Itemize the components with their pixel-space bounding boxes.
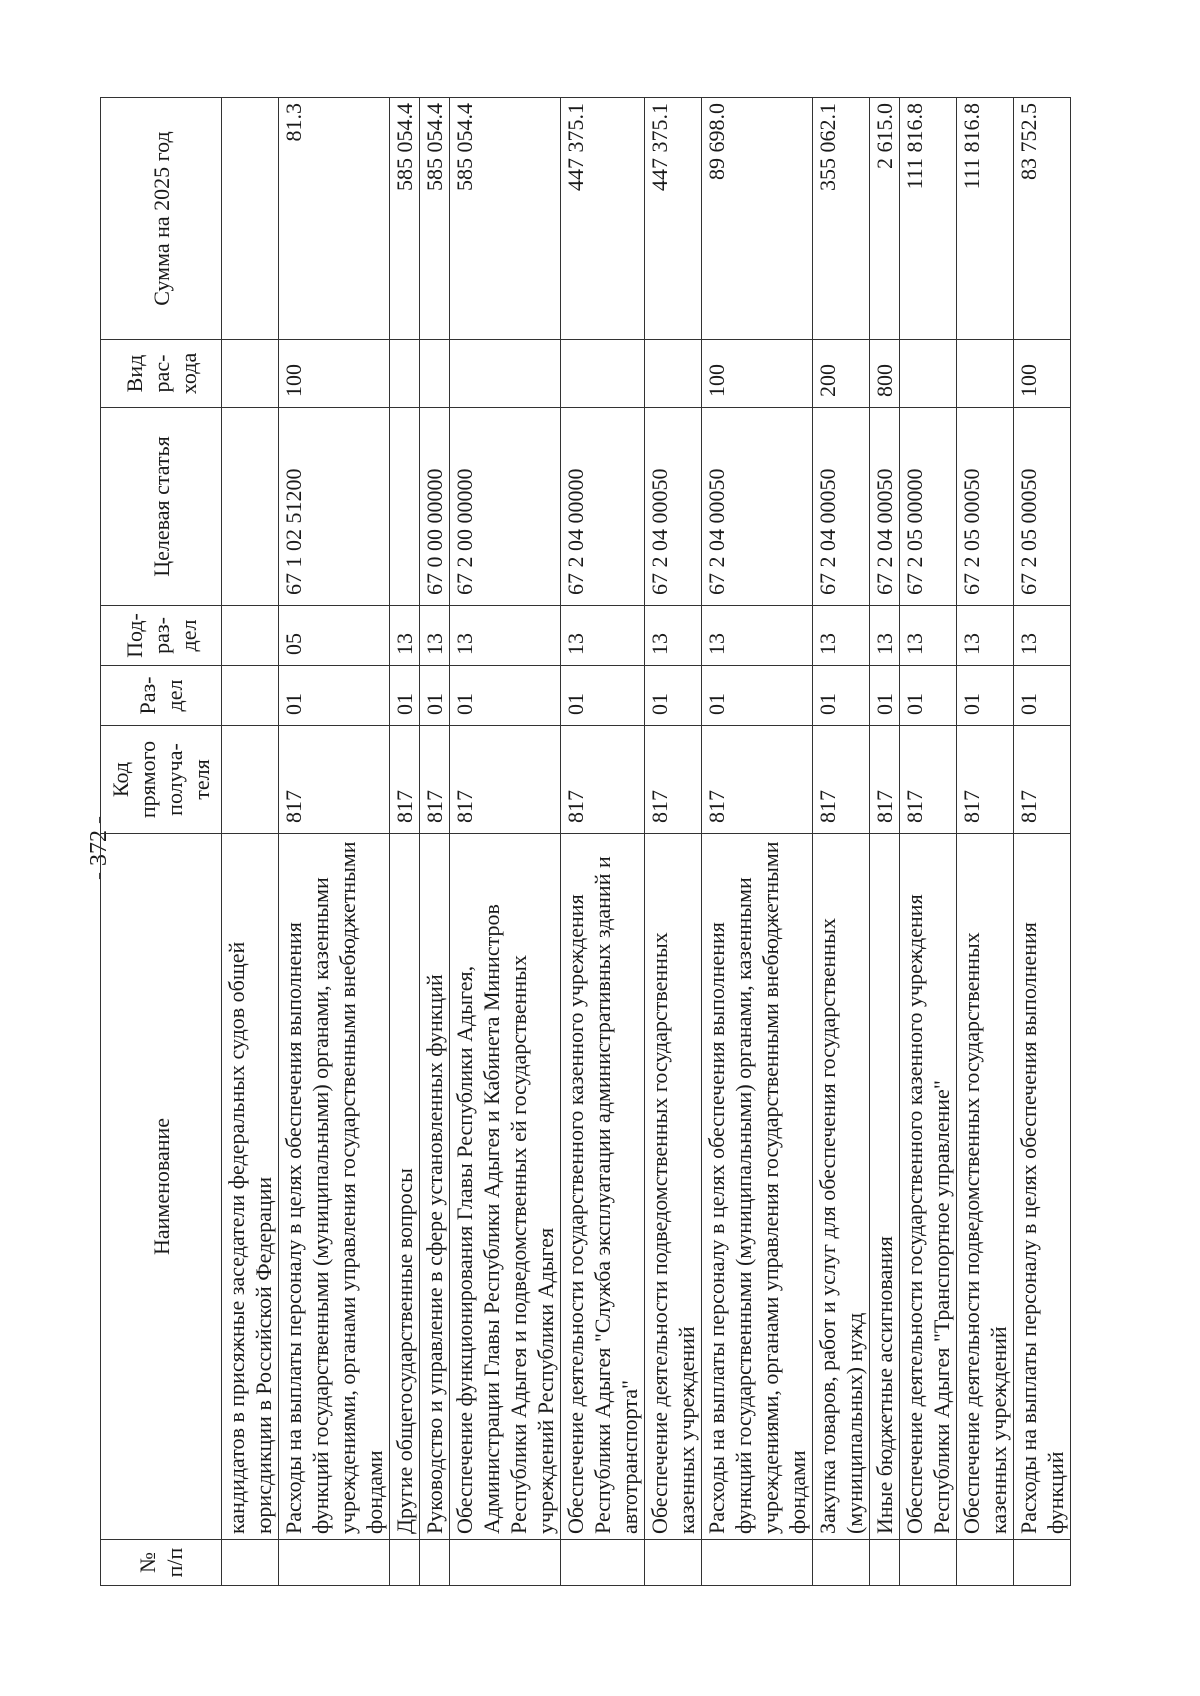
cell-num [222, 1540, 279, 1586]
cell-section: 01 [870, 666, 900, 726]
table-row [957, 98, 1014, 1586]
cell-target: 67 2 00 00000 [450, 408, 561, 606]
cell-expense-type: 100 [1014, 340, 1071, 408]
cell-recipient: 817 [279, 726, 390, 834]
cell-num [450, 1540, 561, 1586]
cell-expense-type: 200 [813, 340, 870, 408]
cell-target [222, 408, 279, 606]
table-header-row [101, 98, 222, 1586]
cell-subsection: 13 [900, 606, 957, 666]
budget-table [100, 97, 1071, 1586]
cell-recipient: 817 [900, 726, 957, 834]
cell-name: Обеспечение деятельности подведомственных государственных казенных учреждений [957, 834, 1014, 1540]
cell-subsection [222, 606, 279, 666]
cell-amount: 585 054.4 [390, 98, 420, 340]
cell-amount: 355 062.1 [813, 98, 870, 340]
cell-num [645, 1540, 702, 1586]
cell-subsection: 13 [561, 606, 645, 666]
cell-num [1014, 1540, 1071, 1586]
cell-amount: 83 752.5 [1014, 98, 1071, 340]
table-row [702, 98, 813, 1586]
cell-name: Закупка товаров, работ и услуг для обеспечения государственных (муниципальных) нужд [813, 834, 870, 1540]
cell-expense-type [222, 340, 279, 408]
cell-expense-type [450, 340, 561, 408]
cell-amount: 89 698.0 [702, 98, 813, 340]
header-target: Целевая статья [101, 408, 222, 606]
table-row [279, 98, 390, 1586]
cell-section: 01 [561, 666, 645, 726]
cell-section: 01 [645, 666, 702, 726]
cell-subsection: 05 [279, 606, 390, 666]
cell-name: Обеспечение деятельности государственного казенного учреждения Республики Адыгея "Транспортное управление" [900, 834, 957, 1540]
table-row [222, 98, 279, 1586]
cell-num [813, 1540, 870, 1586]
cell-recipient: 817 [1014, 726, 1071, 834]
cell-recipient: 817 [813, 726, 870, 834]
table-row [561, 98, 645, 1586]
cell-section: 01 [1014, 666, 1071, 726]
header-expense-type: Вид рас-хода [101, 340, 222, 408]
cell-expense-type [390, 340, 420, 408]
cell-recipient: 817 [957, 726, 1014, 834]
cell-name: Обеспечение функционирования Главы Республики Адыгея, Администрации Главы Республики Адыгея и Кабинета Министров Республики Адыгея и подведомственных ей государственных учреждений Республики Адыгея [450, 834, 561, 1540]
cell-name: Руководство и управление в сфере установленных функций [420, 834, 450, 1540]
cell-num [279, 1540, 390, 1586]
cell-amount: 447 375.1 [645, 98, 702, 340]
cell-name: Обеспечение деятельности государственного казенного учреждения Республики Адыгея "Служба эксплуатации административных зданий и автотранспорта" [561, 834, 645, 1540]
header-num: № п/п [101, 1540, 222, 1586]
cell-subsection: 13 [420, 606, 450, 666]
cell-recipient: 817 [870, 726, 900, 834]
cell-num [420, 1540, 450, 1586]
table-row [900, 98, 957, 1586]
cell-target: 67 2 05 00050 [957, 408, 1014, 606]
cell-target [390, 408, 420, 606]
cell-name: Расходы на выплаты персоналу в целях обеспечения выполнения функций государственными (муниципальными) органами, казенными учреждениями, органами управления государственными внебюджетными фондами [702, 834, 813, 1540]
header-amount: Сумма на 2025 год [101, 98, 222, 340]
cell-section: 01 [390, 666, 420, 726]
cell-expense-type [957, 340, 1014, 408]
cell-target: 67 0 00 00000 [420, 408, 450, 606]
cell-target: 67 2 04 00050 [645, 408, 702, 606]
cell-section: 01 [279, 666, 390, 726]
cell-num [390, 1540, 420, 1586]
cell-num [561, 1540, 645, 1586]
cell-section: 01 [900, 666, 957, 726]
cell-num [870, 1540, 900, 1586]
cell-target: 67 2 04 00050 [813, 408, 870, 606]
table-row [1014, 98, 1071, 1586]
table-row [813, 98, 870, 1586]
cell-subsection: 13 [645, 606, 702, 666]
page-number: - 372 - [86, 816, 112, 880]
cell-recipient: 817 [420, 726, 450, 834]
table-row [420, 98, 450, 1586]
cell-amount: 447 375.1 [561, 98, 645, 340]
cell-section: 01 [702, 666, 813, 726]
cell-recipient: 817 [702, 726, 813, 834]
cell-section: 01 [420, 666, 450, 726]
cell-expense-type: 800 [870, 340, 900, 408]
cell-recipient: 817 [645, 726, 702, 834]
cell-amount: 81.3 [279, 98, 390, 340]
cell-recipient: 817 [561, 726, 645, 834]
cell-num [702, 1540, 813, 1586]
cell-recipient: 817 [450, 726, 561, 834]
cell-section: 01 [813, 666, 870, 726]
cell-target: 67 2 04 00050 [870, 408, 900, 606]
cell-recipient: 817 [390, 726, 420, 834]
cell-amount: 2 615.0 [870, 98, 900, 340]
cell-amount: 111 816.8 [900, 98, 957, 340]
cell-subsection: 13 [813, 606, 870, 666]
table-row [450, 98, 561, 1586]
cell-amount: 585 054.4 [450, 98, 561, 340]
cell-expense-type [420, 340, 450, 408]
cell-name: Обеспечение деятельности подведомственных государственных казенных учреждений [645, 834, 702, 1540]
cell-amount [222, 98, 279, 340]
cell-amount: 585 054.4 [420, 98, 450, 340]
cell-subsection: 13 [702, 606, 813, 666]
cell-section: 01 [957, 666, 1014, 726]
cell-subsection: 13 [870, 606, 900, 666]
cell-name: Иные бюджетные ассигнования [870, 834, 900, 1540]
cell-section [222, 666, 279, 726]
cell-subsection: 13 [957, 606, 1014, 666]
cell-name: Расходы на выплаты персоналу в целях обеспечения выполнения функций государственными (муниципальными) органами, казенными учреждениями, органами управления государственными внебюджетными фондами [279, 834, 390, 1540]
cell-target: 67 2 05 00050 [1014, 408, 1071, 606]
table-row [390, 98, 420, 1586]
cell-num [957, 1540, 1014, 1586]
cell-amount: 111 816.8 [957, 98, 1014, 340]
cell-name: кандидатов в присяжные заседатели федеральных судов общей юрисдикции в Российской Федерации [222, 834, 279, 1540]
cell-target: 67 2 05 00000 [900, 408, 957, 606]
cell-expense-type [900, 340, 957, 408]
cell-expense-type [645, 340, 702, 408]
cell-section: 01 [450, 666, 561, 726]
header-name: Наименование [101, 834, 222, 1540]
table-body [222, 98, 1071, 1586]
cell-expense-type: 100 [279, 340, 390, 408]
cell-target: 67 1 02 51200 [279, 408, 390, 606]
cell-subsection: 13 [1014, 606, 1071, 666]
cell-recipient [222, 726, 279, 834]
cell-expense-type: 100 [702, 340, 813, 408]
header-section: Раз-дел [101, 666, 222, 726]
cell-target: 67 2 04 00000 [561, 408, 645, 606]
table-row [870, 98, 900, 1586]
cell-target: 67 2 04 00050 [702, 408, 813, 606]
cell-subsection: 13 [390, 606, 420, 666]
cell-name: Расходы на выплаты персоналу в целях обеспечения выполнения функций [1014, 834, 1071, 1540]
header-subsection: Под-раз-дел [101, 606, 222, 666]
table-row [645, 98, 702, 1586]
cell-expense-type [561, 340, 645, 408]
header-recipient: Код прямого получа-теля [101, 726, 222, 834]
cell-subsection: 13 [450, 606, 561, 666]
cell-num [900, 1540, 957, 1586]
cell-name: Другие общегосударственные вопросы [390, 834, 420, 1540]
